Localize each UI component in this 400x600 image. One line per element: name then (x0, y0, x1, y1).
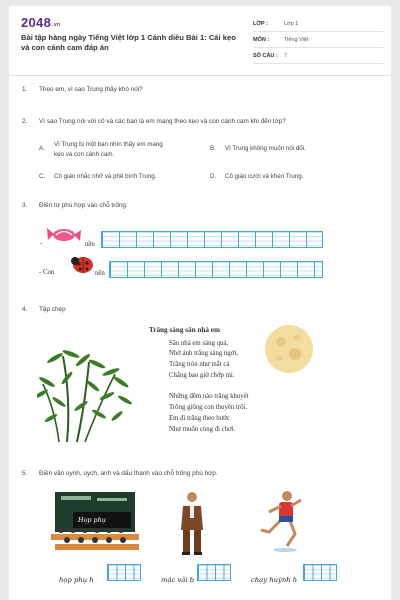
fill-item-2-prefix: - Con (39, 269, 55, 276)
poem-line: Em đi trăng theo bước (169, 415, 230, 422)
worksheet-page (9, 6, 391, 600)
meta-row-subject: MÔN : Tiếng Việt (253, 33, 383, 48)
writing-grid-1[interactable] (101, 231, 323, 248)
meta-row-count: SỐ CÂU : 7 (253, 49, 383, 64)
question-2: 2. Vì sao Trung nói với cô và các bạn là em mang theo kẹo và con cánh cam khi đến lớp? (22, 118, 286, 125)
man-in-suit-illustration (177, 490, 207, 556)
board-caption: Họp phụ (73, 512, 131, 528)
bamboo-illustration (37, 344, 137, 444)
meta-row-grade: LỚP : Lớp 1 (253, 17, 383, 32)
option-a[interactable]: A. Vì Trung bị một bạn nhìn thấy em mang kẹo và con cánh cam. (39, 141, 163, 158)
rhyme-grid-3[interactable] (303, 564, 337, 581)
rhyme-grid-2[interactable] (197, 564, 231, 581)
question-5: 5. Điền vần uynh, uych, anh và dấu thanh vào chỗ trống phù hợp. (22, 470, 218, 477)
fill-item-1-prefix: - (40, 240, 43, 247)
poem-line: Trăng tròn như mắt cá (169, 361, 230, 368)
question-1: 1. Theo em, vì sao Trung thấy khó nói? (22, 86, 143, 93)
fill-item-1-suffix: nền (85, 241, 95, 248)
poem-line: Chẳng bao giờ chớp mi. (169, 372, 235, 379)
document-title: Bài tập hàng ngày Tiếng Việt lớp 1 Cánh diều Bài 1: Cái kẹo và con cánh cam đáp án (21, 33, 236, 52)
site-logo[interactable]: 2048.vn (21, 15, 61, 30)
poem-line: Nhờ ánh trăng sáng ngời, (169, 350, 238, 357)
option-d[interactable]: D. Cô giáo cười và khen Trung. (210, 173, 304, 180)
question-3: 3. Điền từ phù hợp vào chỗ trống: (22, 202, 128, 209)
ladybug-image (69, 253, 95, 275)
question-4: 4. Tập chép (22, 306, 66, 313)
word-3: chạy huỳnh h (251, 576, 298, 584)
page-header (9, 6, 391, 76)
poem-title: Trăng sáng sân nhà em (149, 326, 220, 334)
word-2: mặc vải b (161, 576, 195, 584)
meta-table (253, 17, 383, 65)
poem-line: Như muốn cùng đi chơi. (169, 426, 236, 433)
candy-image (45, 224, 83, 246)
runner-illustration (257, 488, 309, 554)
poem-line: Những đêm nào trăng khuyết (169, 393, 249, 400)
poem-line: Trông giống con thuyền trôi. (169, 404, 248, 411)
fill-item-2-suffix: nền (95, 270, 105, 277)
option-b[interactable]: B. Vì Trung không muốn nói dối. (210, 145, 306, 152)
moon-illustration (259, 324, 319, 374)
poem-line: Sân nhà em sáng quá, (169, 340, 229, 347)
option-c[interactable]: C. Cô giáo nhắc nhở và phê bình Trung. (39, 173, 157, 180)
writing-grid-2[interactable] (109, 261, 323, 278)
word-1: họp phụ h (59, 576, 94, 584)
rhyme-grid-1[interactable] (107, 564, 141, 581)
